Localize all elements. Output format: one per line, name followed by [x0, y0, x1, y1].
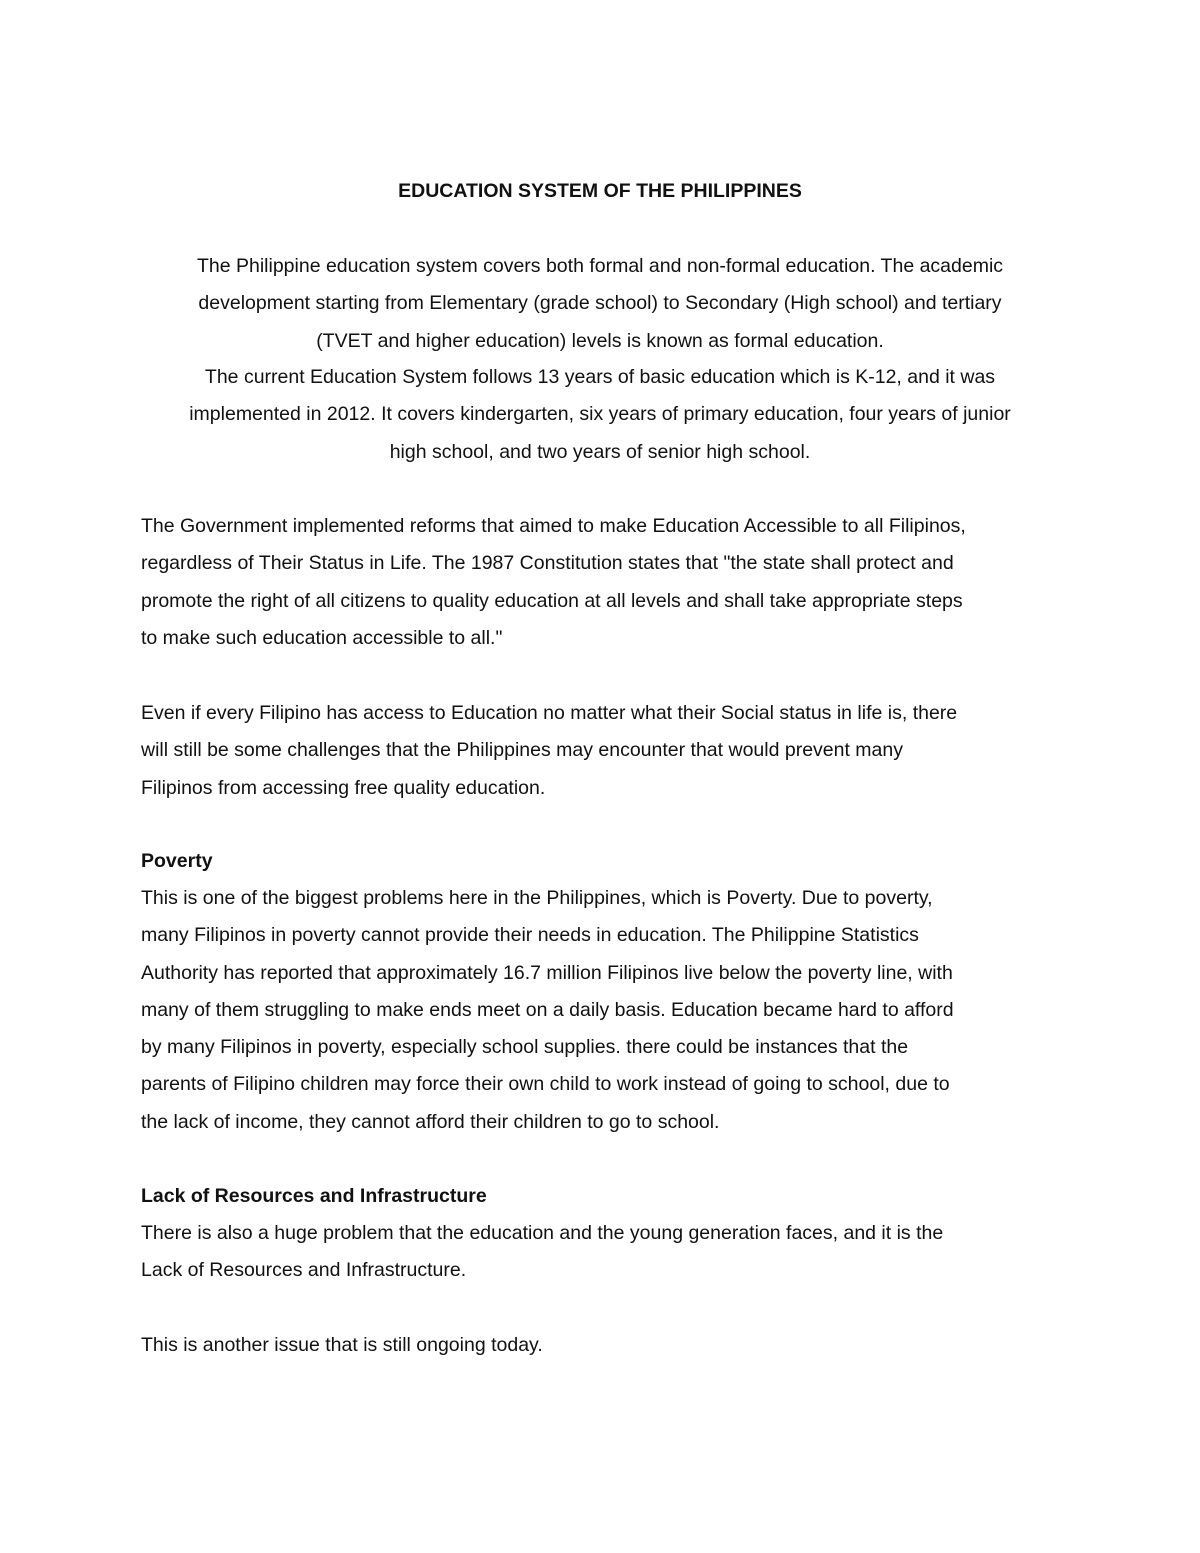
text-line: The Government implemented reforms that aimed to make Education Accessible to all Filipinos, — [141, 515, 966, 537]
text-line: to make such education accessible to all." — [141, 626, 503, 649]
government-paragraph — [141, 508, 1071, 657]
text-line: Even if every Filipino has access to Education no matter what their Social status in life is, there — [141, 702, 958, 724]
text-line: many of them struggling to make ends meet on a daily basis. Education became hard to afford — [141, 998, 954, 1021]
text-line: The Philippine education system covers both formal and non-formal education. The academic — [196, 255, 1004, 277]
closing-paragraph — [141, 1327, 1071, 1364]
resources-heading: Lack of Resources and Infrastructure — [141, 1185, 487, 1207]
intro-paragraph-2 — [138, 359, 1062, 471]
text-line: Filipinos from accessing free quality education. — [141, 776, 546, 799]
poverty-paragraph — [141, 880, 1071, 1141]
resources-paragraph — [141, 1215, 1071, 1290]
text-line: The current Education System follows 13 years of basic education which is K-12, and it was — [204, 366, 996, 388]
text-line: parents of Filipino children may force their own child to work instead of going to school, due to — [141, 1073, 950, 1096]
text-line: high school, and two years of senior high school. — [389, 440, 811, 463]
poverty-heading: Poverty — [141, 850, 213, 872]
text-line: There is also a huge problem that the education and the young generation faces, and it is the — [141, 1222, 944, 1244]
text-line: Authority has reported that approximately 16.7 million Filipinos live below the poverty line, with — [141, 961, 953, 984]
text-line: many Filipinos in poverty cannot provide their needs in education. The Philippine Statistics — [141, 924, 919, 947]
text-line: This is one of the biggest problems here in the Philippines, which is Poverty. Due to poverty, — [141, 887, 933, 909]
text-line: (TVET and higher education) levels is known as formal education. — [316, 329, 884, 352]
text-line: will still be some challenges that the Philippines may encounter that would prevent many — [141, 739, 903, 762]
text-line: the lack of income, they cannot afford their children to go to school. — [141, 1110, 720, 1133]
text-line: promote the right of all citizens to quality education at all levels and shall take appropriate steps — [141, 589, 963, 612]
intro-paragraph-1 — [138, 248, 1062, 360]
challenges-paragraph — [141, 695, 1071, 807]
text-line: by many Filipinos in poverty, especially school supplies. there could be instances that the — [141, 1036, 909, 1059]
document-title: EDUCATION SYSTEM OF THE PHILIPPINES — [398, 180, 802, 202]
text-line: Lack of Resources and Infrastructure. — [141, 1259, 467, 1282]
text-line: regardless of Their Status in Life. The 1987 Constitution states that "the state shall protect and — [141, 552, 954, 575]
text-line: development starting from Elementary (grade school) to Secondary (High school) and tertiary — [198, 292, 1002, 315]
text-line: This is another issue that is still ongoing today. — [141, 1334, 543, 1356]
text-line: implemented in 2012. It covers kindergarten, six years of primary education, four years of junior — [189, 403, 1011, 426]
